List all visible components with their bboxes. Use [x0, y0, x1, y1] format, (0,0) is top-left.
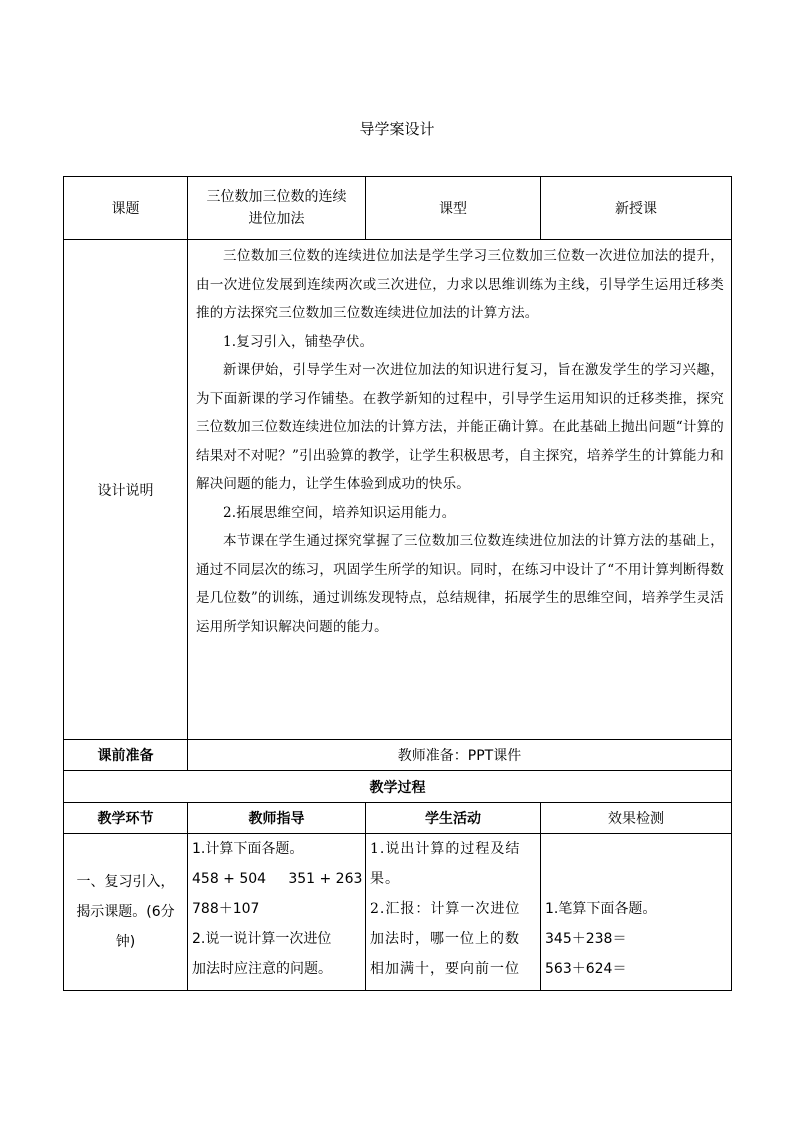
stage-cell — [64, 834, 188, 991]
topic-label: 课题 — [64, 177, 188, 240]
check-line: 1.笔算下面各题。 — [545, 901, 657, 917]
column-header-stage: 教学环节 — [64, 803, 188, 834]
student-line: 1.说出计算的过程及结 — [370, 841, 521, 857]
lesson-plan-table — [63, 176, 732, 991]
topic-value-line1: 三位数加三位数的连续 — [206, 189, 347, 205]
prep-row — [64, 740, 732, 771]
design-paragraph: 三位数加三位数的连续进位加法是学生学习三位数加三位数一次进位加法的提升，由一次进位发展到连续两次或三次进位，力求以思维训练为主线，引导学生运用迁移类推的方法探究三位数加三位数连续进位加法的计算方法。 — [196, 248, 724, 321]
teacher-line: 788＋107 — [192, 901, 260, 917]
check-line: 563＋624＝ — [545, 961, 627, 977]
topic-value — [188, 177, 366, 240]
design-label: 设计说明 — [64, 240, 188, 740]
teacher-line: 加法时应注意的问题。 — [192, 961, 332, 977]
student-line: 果。 — [370, 871, 400, 887]
process-title: 教学过程 — [64, 771, 732, 803]
teacher-line: 1.计算下面各题。 — [192, 841, 304, 857]
process-header-row — [64, 803, 732, 834]
student-line: 相加满十，要向前一位 — [370, 961, 520, 977]
topic-row — [64, 177, 732, 240]
design-paragraph: 本节课在学生通过探究掌握了三位数加三位数连续进位加法的计算方法的基础上，通过不同层次的练习，巩固学生所学的知识。同时，在练习中设计了“不用计算判断得数是几位数”的训练，通过训练发现特点，总结规律，拓展学生的思维空间，培养学生灵活运用所学知识解决问题的能力。 — [196, 533, 724, 635]
student-line: 加法时，哪一位上的数 — [370, 931, 520, 947]
design-paragraph: 2.拓展思维空间，培养知识运用能力。 — [223, 504, 456, 521]
type-value: 新授课 — [541, 177, 732, 240]
design-paragraph: 1.复习引入，铺垫孕伏。 — [223, 333, 374, 350]
column-header-student: 学生活动 — [366, 803, 541, 834]
prep-label: 课前准备 — [64, 740, 188, 771]
effect-check-cell — [541, 834, 732, 991]
design-description — [188, 240, 732, 740]
column-header-teacher: 教师指导 — [188, 803, 366, 834]
student-line: 2.汇报：计算一次进位 — [370, 901, 521, 917]
topic-value-line2: 进位加法 — [248, 211, 305, 227]
prep-value: 教师准备：PPT课件 — [188, 740, 732, 771]
teacher-guidance-cell — [188, 834, 366, 991]
document-title: 导学案设计 — [359, 120, 435, 138]
stage-line: 揭示课题。(6分 — [76, 904, 175, 920]
design-paragraph: 新课伊始，引导学生对一次进位加法的知识进行复习，旨在激发学生的学习兴趣，为下面新课的学习作铺垫。在教学新知的过程中，引导学生运用知识的迁移类推，探究三位数加三位数连续进位加法的计算方法，并能正确计算。在此基础上抛出问题“计算的结果对不对呢？”引出验算的教学，让学生积极思考，自主探究，培养学生的计算能力和解决问题的能力，让学生体验到成功的快乐。 — [196, 362, 724, 492]
type-label: 课型 — [366, 177, 541, 240]
stage-line: 钟) — [115, 934, 136, 950]
design-row — [64, 240, 732, 740]
student-activity-cell — [366, 834, 541, 991]
teacher-line: 458 + 504 351 + 263 — [192, 871, 363, 887]
teacher-line: 2.说一说计算一次进位 — [192, 931, 332, 947]
process-row — [64, 834, 732, 991]
check-line: 345＋238＝ — [545, 931, 627, 947]
column-header-check: 效果检测 — [541, 803, 732, 834]
stage-line: 一、复习引入， — [76, 874, 175, 890]
process-title-row — [64, 771, 732, 803]
